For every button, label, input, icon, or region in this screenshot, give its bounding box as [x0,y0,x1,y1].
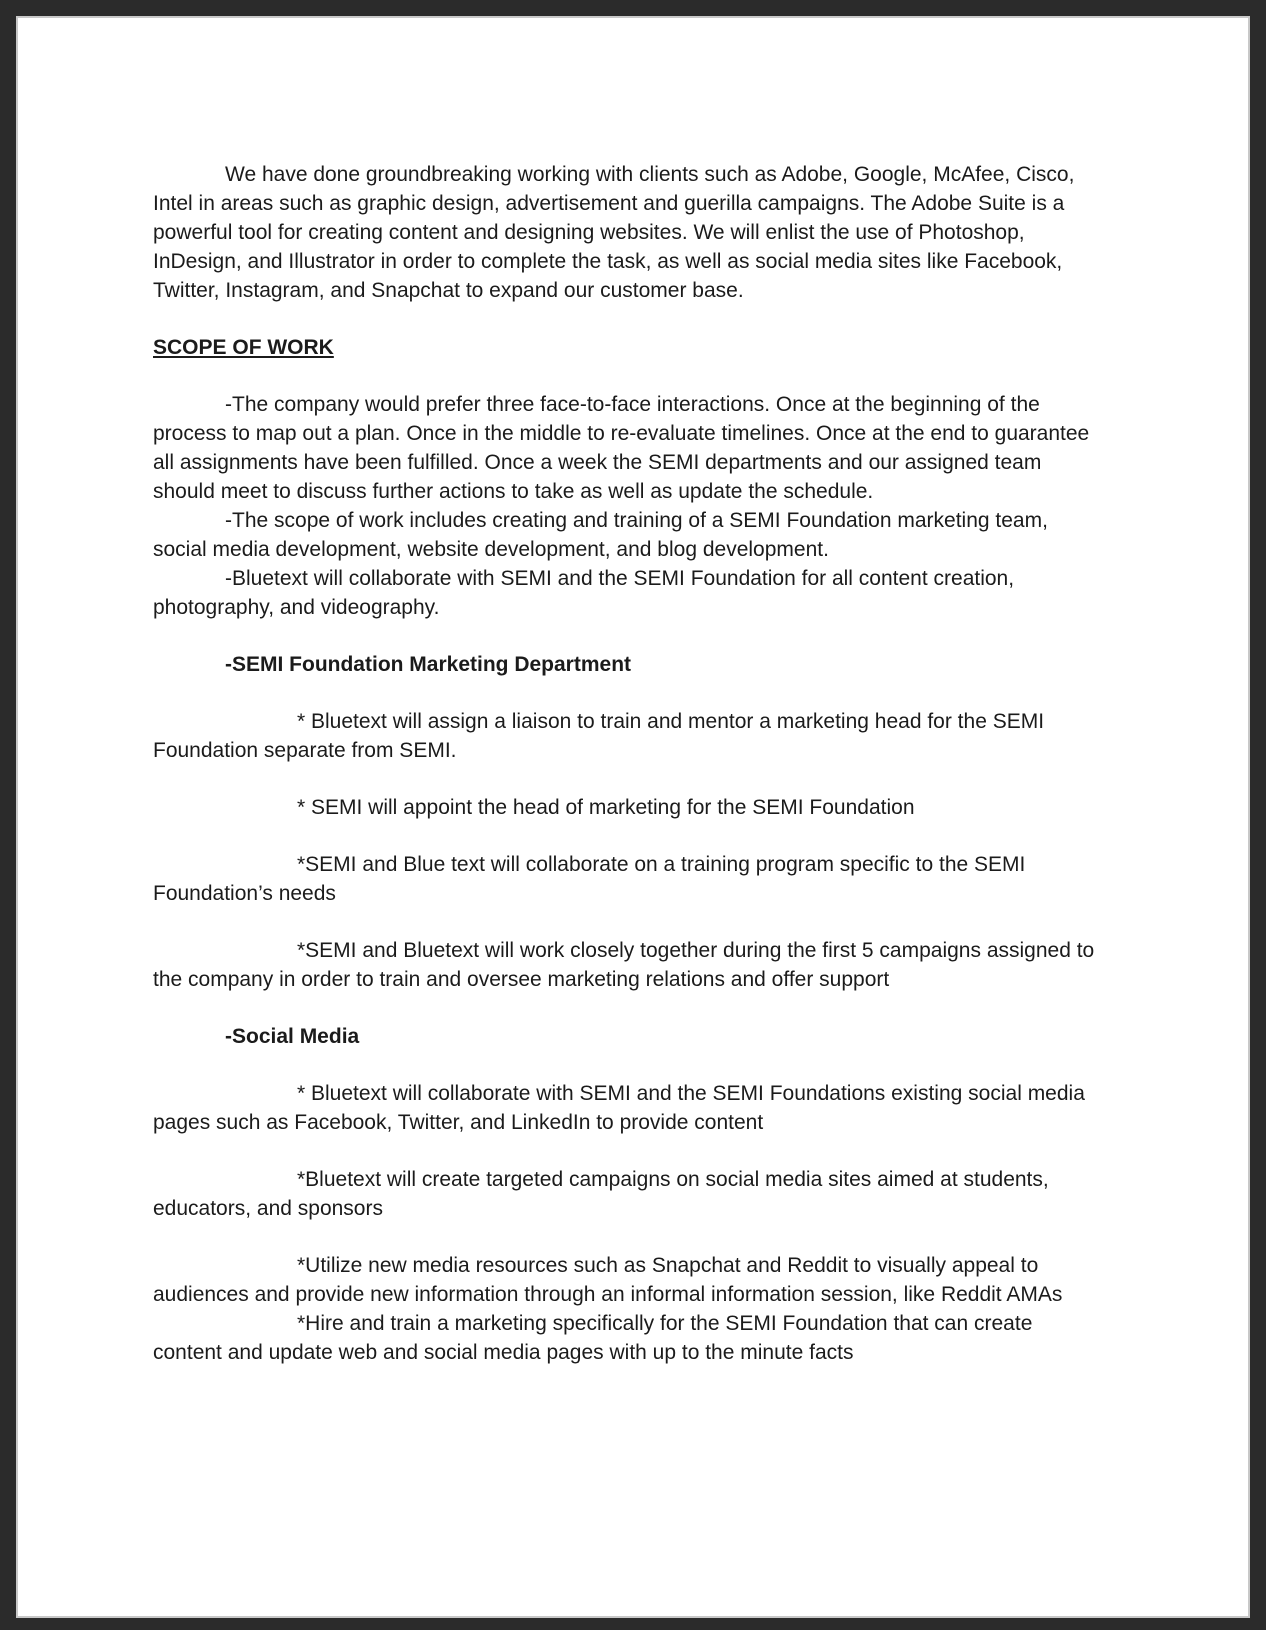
bullet-training-program: *SEMI and Blue text will collaborate on a training program specific to the SEMI Foundation’s needs [153,853,1026,905]
paragraph-collaborate-content: -Bluetext will collaborate with SEMI and the SEMI Foundation for all content creation, photography, and videography. [153,567,1015,619]
paragraph-meetings: -The company would prefer three face-to-face interactions. Once at the beginning of the process to map out a plan. Once in the middle to re-evaluate timelines. Once at the end to guarantee all assignments have been fulfilled. Once a week the SEMI departments and our assigned team should meet to discuss further actions to take as well as update the schedule. [153,393,1090,503]
bullet-existing-pages: * Bluetext will collaborate with SEMI and the SEMI Foundations existing social media pages such as Facebook, Twitter, and LinkedIn to provide content [153,1082,1085,1134]
document-page [16,16,1250,1618]
document-content [153,160,1098,1367]
paragraph-intro: We have done groundbreaking working with clients such as Adobe, Google, McAfee, Cisco, Intel in areas such as graphic design, advertisement and guerilla campaigns. The Adobe Suite is a powerful tool for creating content and designing websites. We will enlist the use of Photoshop, InDesign, and Illustrator in order to complete the task, as well as social media sites like Facebook, Twitter, Instagram, and Snapchat to expand our customer base. [153,163,1075,302]
bullet-first-campaigns: *SEMI and Bluetext will work closely together during the first 5 campaigns assigned to the company in order to train and oversee marketing relations and offer support [153,939,1095,991]
bullet-new-media: *Utilize new media resources such as Snapchat and Reddit to visually appeal to audiences and provide new information through an informal information session, like Reddit AMAs [153,1254,1063,1306]
bullet-hire-train: *Hire and train a marketing specifically for the SEMI Foundation that can create content and update web and social media pages with up to the minute facts [153,1312,1033,1364]
bullet-appoint-head: * SEMI will appoint the head of marketing for the SEMI Foundation [297,796,915,819]
bullet-liaison: * Bluetext will assign a liaison to train and mentor a marketing head for the SEMI Foundation separate from SEMI. [153,710,1045,762]
subheading-marketing-department: -SEMI Foundation Marketing Department [225,653,632,676]
paragraph-scope-includes: -The scope of work includes creating and training of a SEMI Foundation marketing team, social media development, website development, and blog development. [153,509,1048,561]
section-heading-scope-of-work: SCOPE OF WORK [153,336,334,359]
bullet-targeted-campaigns: *Bluetext will create targeted campaigns on social media sites aimed at students, educators, and sponsors [153,1168,1049,1220]
subheading-social-media: -Social Media [225,1025,360,1048]
